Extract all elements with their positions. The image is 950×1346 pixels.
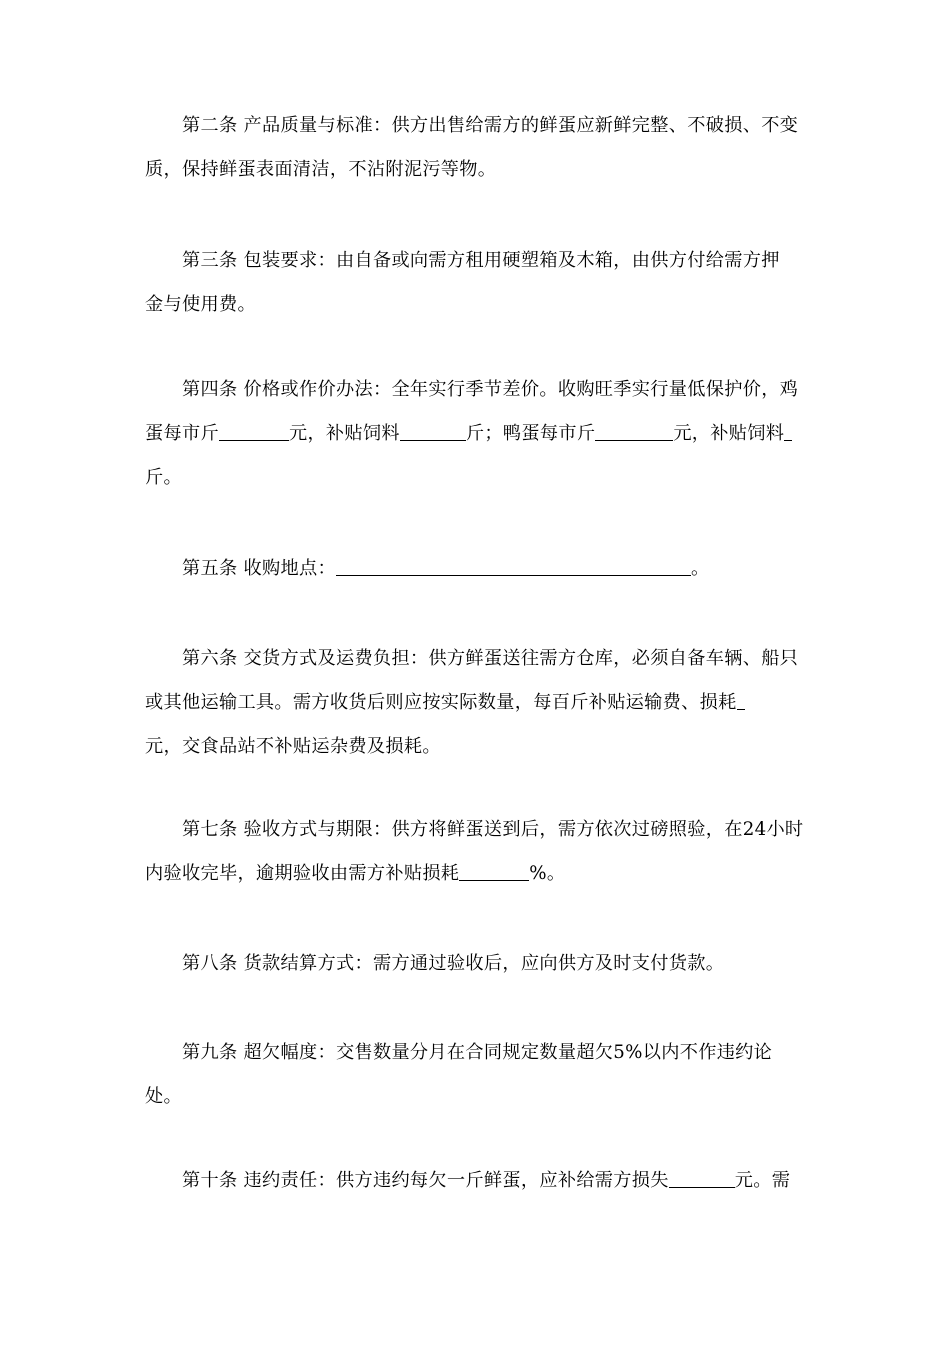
clause-8 [145,942,810,986]
text-segment: 或其他运输工具。需方收货后则应按实际数量，每百斤补贴运输费、损耗 [145,692,737,713]
blank-duck-egg-price [595,422,673,441]
blank-purchase-location [336,557,691,576]
text-segment: 元，补贴饲料 [673,423,785,444]
blank-duck-feed-subsidy [784,422,792,441]
clause-7 [145,808,810,896]
clause-10-line-1 [145,1159,810,1203]
clause-9-line-2: 处。 [145,1086,182,1107]
clause-5 [145,547,810,591]
text-segment: 内验收完毕，逾期验收由需方补贴损耗 [145,863,460,884]
text-segment: %。 [529,863,566,884]
clause-2 [145,104,810,192]
clause-7-line-1: 第七条 验收方式与期限：供方将鲜蛋送到后，需方依次过磅照验，在24小时 [182,819,804,840]
clause-4-line-1: 第四条 价格或作价办法：全年实行季节差价。收购旺季实行量低保护价，鸡 [182,379,799,400]
text-segment: 。 [690,558,710,579]
clause-3-line-1: 第三条 包装要求：由自备或向需方租用硬塑箱及木箱，由供方付给需方押 [182,250,780,271]
clause-5-line-1 [145,547,810,591]
clause-3 [145,239,810,327]
clause-3-line-2: 金与使用费。 [145,294,256,315]
clause-7-line-2 [145,852,810,896]
clause-6-line-2 [145,681,810,725]
blank-loss-percentage [459,862,529,881]
clause-2-line-2: 质，保持鲜蛋表面清洁，不沾附泥污等物。 [145,159,497,180]
text-segment: 斤；鸭蛋每市斤 [465,423,596,444]
text-segment: 元，补贴饲料 [288,423,400,444]
clause-8-line-1: 第八条 货款结算方式：需方通过验收后，应向供方及时支付货款。 [182,953,725,974]
clause-6-line-3: 元，交食品站不补贴运杂费及损耗。 [145,736,441,757]
clause-10 [145,1159,810,1203]
clause-6 [145,637,810,769]
blank-egg-price [219,422,289,441]
clause-6-line-1: 第六条 交货方式及运费负担：供方鲜蛋送往需方仓库，必须自备车辆、船只 [182,648,799,669]
clause-9-line-1: 第九条 超欠幅度：交售数量分月在合同规定数量超欠5%以内不作违约论 [182,1042,773,1063]
clause-2-line-1: 第二条 产品质量与标准：供方出售给需方的鲜蛋应新鲜完整、不破损、不变 [182,115,799,136]
clause-9 [145,1031,810,1119]
text-segment: 元。需 [734,1170,791,1191]
text-segment: 第五条 收购地点： [182,558,336,579]
blank-transport-loss [737,691,745,710]
text-segment: 第十条 违约责任：供方违约每欠一斤鲜蛋，应补给需方损失 [182,1170,669,1191]
blank-loss-compensation [669,1169,735,1188]
text-segment: 蛋每市斤 [145,423,219,444]
clause-4-line-2 [145,412,810,456]
clause-4 [145,368,810,500]
clause-4-line-3: 斤。 [145,467,182,488]
blank-feed-subsidy [400,422,466,441]
